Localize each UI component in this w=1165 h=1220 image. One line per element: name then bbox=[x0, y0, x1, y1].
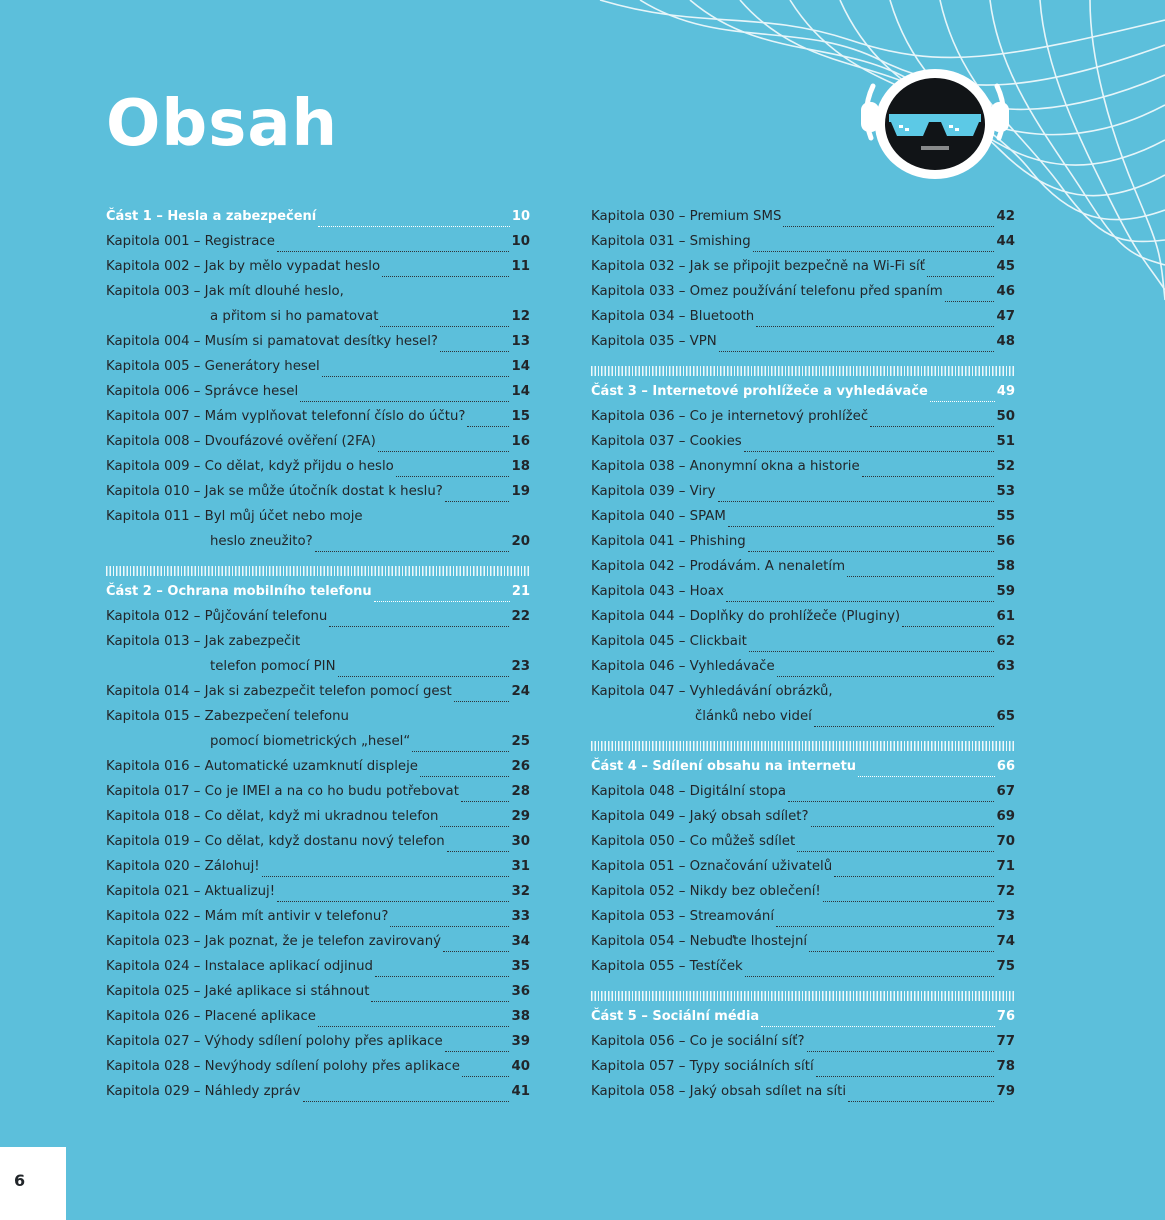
toc-entry-title: Kapitola 012 – Půjčování telefonu bbox=[106, 609, 328, 624]
toc-entry bbox=[591, 259, 1015, 284]
toc-entry-page: 36 bbox=[511, 984, 530, 999]
toc-entry-title: Kapitola 024 – Instalace aplikací odjinud bbox=[106, 959, 373, 974]
toc-entry-title: Kapitola 030 – Premium SMS bbox=[591, 209, 782, 224]
dot-leader bbox=[814, 725, 995, 727]
dot-leader bbox=[371, 1000, 509, 1002]
dot-leader bbox=[816, 1075, 995, 1077]
toc-entry-page: 49 bbox=[996, 384, 1015, 399]
dot-leader bbox=[300, 400, 509, 402]
part-heading bbox=[591, 759, 1015, 784]
toc-entry-page: 24 bbox=[511, 684, 530, 699]
toc-entry-page: 56 bbox=[996, 534, 1015, 549]
toc-entry bbox=[106, 834, 530, 859]
toc-entry bbox=[106, 284, 530, 309]
toc-entry-page: 35 bbox=[511, 959, 530, 974]
toc-entry bbox=[106, 459, 530, 484]
toc-entry bbox=[591, 534, 1015, 559]
dot-leader bbox=[412, 750, 509, 752]
toc-entry-page: 45 bbox=[996, 259, 1015, 274]
dot-leader bbox=[440, 350, 510, 352]
toc-entry-title: Kapitola 045 – Clickbait bbox=[591, 634, 747, 649]
toc-entry-title: Kapitola 044 – Doplňky do prohlížeče (Pluginy) bbox=[591, 609, 901, 624]
section-separator bbox=[591, 741, 1015, 751]
toc-entry bbox=[106, 234, 530, 259]
toc-entry-page: 13 bbox=[511, 334, 530, 349]
page-title: Obsah bbox=[106, 87, 339, 161]
toc-entry-page: 18 bbox=[511, 459, 530, 474]
dot-leader bbox=[329, 625, 509, 627]
toc-entry-title: Kapitola 025 – Jaké aplikace si stáhnout bbox=[106, 984, 370, 999]
toc-entry-page: 53 bbox=[996, 484, 1015, 499]
dot-leader bbox=[420, 775, 510, 777]
dot-leader bbox=[390, 925, 509, 927]
toc-entry-title: Kapitola 037 – Cookies bbox=[591, 434, 742, 449]
toc-entry-page: 40 bbox=[511, 1059, 530, 1074]
toc-entry-title: Kapitola 003 – Jak mít dlouhé heslo, bbox=[106, 284, 344, 299]
toc-entry-page: 74 bbox=[996, 934, 1015, 949]
toc-entry bbox=[106, 734, 530, 759]
toc-entry-title: Kapitola 011 – Byl můj účet nebo moje bbox=[106, 509, 363, 524]
dot-leader bbox=[797, 850, 994, 852]
dot-leader bbox=[927, 275, 995, 277]
toc-entry-page: 11 bbox=[511, 259, 530, 274]
dot-leader bbox=[461, 800, 510, 802]
toc-entry-page: 67 bbox=[996, 784, 1015, 799]
toc-entry bbox=[106, 909, 530, 934]
toc-entry-title: Kapitola 055 – Testíček bbox=[591, 959, 743, 974]
toc-entry bbox=[106, 659, 530, 684]
toc-entry-page: 65 bbox=[996, 709, 1015, 724]
toc-entry-title: Kapitola 036 – Co je internetový prohlížeč bbox=[591, 409, 869, 424]
toc-entry-page: 44 bbox=[996, 234, 1015, 249]
toc-entry-page: 23 bbox=[511, 659, 530, 674]
toc-entry-page: 19 bbox=[511, 484, 530, 499]
dot-leader bbox=[375, 975, 510, 977]
toc-entry bbox=[106, 359, 530, 384]
toc-entry-title: Kapitola 019 – Co dělat, když dostanu nový telefon bbox=[106, 834, 445, 849]
toc-entry-page: 51 bbox=[996, 434, 1015, 449]
toc-entry bbox=[591, 459, 1015, 484]
dot-leader bbox=[445, 500, 510, 502]
toc-entry-page: 32 bbox=[511, 884, 530, 899]
toc-entry-title: Část 5 – Sociální média bbox=[591, 1009, 760, 1024]
toc-entry-title: pomocí biometrických „hesel“ bbox=[210, 734, 411, 749]
dot-leader bbox=[834, 875, 994, 877]
toc-entry-title: Kapitola 005 – Generátory hesel bbox=[106, 359, 320, 374]
dot-leader bbox=[318, 225, 510, 227]
toc-entry-title: Kapitola 058 – Jaký obsah sdílet na síti bbox=[591, 1084, 847, 1099]
toc-entry bbox=[591, 834, 1015, 859]
toc-entry bbox=[106, 634, 530, 659]
toc-entry bbox=[591, 234, 1015, 259]
toc-entry-page: 28 bbox=[511, 784, 530, 799]
toc-entry-title: Kapitola 056 – Co je sociální síť? bbox=[591, 1034, 805, 1049]
dot-leader bbox=[777, 675, 995, 677]
toc-entry bbox=[591, 959, 1015, 984]
dot-leader bbox=[858, 775, 995, 777]
toc-entry bbox=[591, 809, 1015, 834]
dot-leader bbox=[945, 300, 995, 302]
toc-entry-title: Kapitola 010 – Jak se může útočník dostat k heslu? bbox=[106, 484, 443, 499]
dot-leader bbox=[726, 600, 995, 602]
toc-entry-page: 14 bbox=[511, 359, 530, 374]
toc-entry bbox=[591, 1084, 1015, 1109]
toc-entry-page: 58 bbox=[996, 559, 1015, 574]
toc-entry bbox=[106, 684, 530, 709]
toc-entry bbox=[591, 859, 1015, 884]
toc-entry-title: heslo zneužito? bbox=[210, 534, 313, 549]
toc-entry-page: 63 bbox=[996, 659, 1015, 674]
section-separator bbox=[591, 366, 1015, 376]
toc-entry bbox=[106, 334, 530, 359]
toc-entry bbox=[106, 259, 530, 284]
dot-leader bbox=[382, 275, 509, 277]
toc-entry-page: 39 bbox=[511, 1034, 530, 1049]
toc-entry-title: a přitom si ho pamatovat bbox=[210, 309, 379, 324]
toc-entry-page: 50 bbox=[996, 409, 1015, 424]
toc-entry bbox=[106, 709, 530, 734]
toc-entry-page: 73 bbox=[996, 909, 1015, 924]
dot-leader bbox=[447, 850, 510, 852]
dot-leader bbox=[745, 975, 995, 977]
toc-entry bbox=[591, 509, 1015, 534]
toc-entry bbox=[106, 609, 530, 634]
toc-entry bbox=[106, 309, 530, 334]
toc-entry-title: Kapitola 041 – Phishing bbox=[591, 534, 746, 549]
dot-leader bbox=[443, 950, 509, 952]
toc-entry-title: Kapitola 048 – Digitální stopa bbox=[591, 784, 787, 799]
dot-leader bbox=[338, 675, 510, 677]
toc-entry-page: 72 bbox=[996, 884, 1015, 899]
dot-leader bbox=[454, 700, 510, 702]
toc-entry bbox=[591, 609, 1015, 634]
dot-leader bbox=[807, 1050, 995, 1052]
dot-leader bbox=[753, 250, 995, 252]
toc-entry bbox=[106, 1009, 530, 1034]
toc-entry-page: 59 bbox=[996, 584, 1015, 599]
dot-leader bbox=[719, 350, 995, 352]
toc-entry-page: 52 bbox=[996, 459, 1015, 474]
toc-left-column bbox=[106, 209, 530, 1109]
toc-entry-page: 42 bbox=[996, 209, 1015, 224]
toc-entry-title: Kapitola 013 – Jak zabezpečit bbox=[106, 634, 301, 649]
section-separator bbox=[591, 991, 1015, 1001]
toc-entry-title: Kapitola 007 – Mám vyplňovat telefonní číslo do účtu? bbox=[106, 409, 466, 424]
dot-leader bbox=[823, 900, 995, 902]
toc-entry bbox=[106, 959, 530, 984]
toc-entry bbox=[591, 784, 1015, 809]
dot-leader bbox=[848, 1100, 994, 1102]
dot-leader bbox=[318, 1025, 510, 1027]
toc-entry-page: 75 bbox=[996, 959, 1015, 974]
toc-entry-page: 62 bbox=[996, 634, 1015, 649]
toc-entry-page: 22 bbox=[511, 609, 530, 624]
dot-leader bbox=[445, 1050, 510, 1052]
dot-leader bbox=[462, 1075, 510, 1077]
toc-entry bbox=[591, 659, 1015, 684]
toc-entry bbox=[591, 334, 1015, 359]
toc-entry-title: Část 2 – Ochrana mobilního telefonu bbox=[106, 584, 372, 599]
toc-entry-title: Kapitola 042 – Prodávám. A nenaletím bbox=[591, 559, 846, 574]
toc-entry-title: Kapitola 032 – Jak se připojit bezpečně na Wi-Fi síť bbox=[591, 259, 925, 274]
toc-entry-title: Kapitola 038 – Anonymní okna a historie bbox=[591, 459, 860, 474]
dot-leader bbox=[467, 425, 509, 427]
part-heading bbox=[106, 584, 530, 609]
toc-entry bbox=[106, 784, 530, 809]
page-number-box bbox=[0, 1147, 66, 1220]
toc-entry-title: Kapitola 016 – Automatické uzamknutí displeje bbox=[106, 759, 418, 774]
toc-entry-page: 15 bbox=[511, 409, 530, 424]
part-heading bbox=[591, 384, 1015, 409]
toc-entry bbox=[106, 434, 530, 459]
toc-entry bbox=[591, 1059, 1015, 1084]
toc-entry-page: 12 bbox=[511, 309, 530, 324]
toc-entry-page: 25 bbox=[511, 734, 530, 749]
toc-right-column bbox=[591, 209, 1015, 1109]
dot-leader bbox=[811, 825, 995, 827]
toc-entry bbox=[591, 584, 1015, 609]
toc-entry-page: 10 bbox=[511, 234, 530, 249]
toc-entry-title: Kapitola 051 – Označování uživatelů bbox=[591, 859, 833, 874]
part-heading bbox=[591, 1009, 1015, 1034]
page-number: 6 bbox=[14, 1171, 26, 1190]
toc-entry-page: 29 bbox=[511, 809, 530, 824]
toc-entry bbox=[106, 809, 530, 834]
toc-entry-title: Kapitola 057 – Typy sociálních sítí bbox=[591, 1059, 814, 1074]
toc-entry-page: 69 bbox=[996, 809, 1015, 824]
dot-leader bbox=[783, 225, 994, 227]
toc-entry-title: Kapitola 001 – Registrace bbox=[106, 234, 275, 249]
dot-leader bbox=[277, 900, 509, 902]
toc-entry bbox=[106, 1059, 530, 1084]
toc-entry bbox=[106, 759, 530, 784]
toc-entry-title: Kapitola 023 – Jak poznat, že je telefon zavirovaný bbox=[106, 934, 442, 949]
toc-entry-page: 76 bbox=[996, 1009, 1015, 1024]
dot-leader bbox=[718, 500, 995, 502]
toc-entry bbox=[106, 484, 530, 509]
toc-entry bbox=[591, 884, 1015, 909]
dot-leader bbox=[440, 825, 509, 827]
toc-entry-page: 46 bbox=[996, 284, 1015, 299]
dot-leader bbox=[374, 600, 510, 602]
toc-entry-page: 38 bbox=[511, 1009, 530, 1024]
toc-entry-page: 26 bbox=[511, 759, 530, 774]
dot-leader bbox=[378, 450, 510, 452]
toc-entry bbox=[591, 209, 1015, 234]
toc-entry-title: Kapitola 028 – Nevýhody sdílení polohy přes aplikace bbox=[106, 1059, 460, 1074]
dot-leader bbox=[380, 325, 509, 327]
toc-entry-title: Kapitola 039 – Viry bbox=[591, 484, 716, 499]
toc-entry-page: 20 bbox=[511, 534, 530, 549]
toc-entry bbox=[591, 309, 1015, 334]
toc-entry-title: Kapitola 050 – Co můžeš sdílet bbox=[591, 834, 796, 849]
toc-entry-title: Kapitola 053 – Streamování bbox=[591, 909, 775, 924]
toc-entry-title: Kapitola 026 – Placené aplikace bbox=[106, 1009, 316, 1024]
toc-entry-page: 16 bbox=[511, 434, 530, 449]
toc-entry bbox=[106, 1084, 530, 1109]
toc-entry-title: Kapitola 009 – Co dělat, když přijdu o heslo bbox=[106, 459, 394, 474]
dot-leader bbox=[776, 925, 994, 927]
toc-entry-page: 10 bbox=[511, 209, 530, 224]
dot-leader bbox=[728, 525, 995, 527]
toc-entry-title: Kapitola 002 – Jak by mělo vypadat heslo bbox=[106, 259, 381, 274]
dot-leader bbox=[870, 425, 994, 427]
toc-entry-page: 55 bbox=[996, 509, 1015, 524]
toc-entry bbox=[106, 409, 530, 434]
toc-entry-title: Kapitola 034 – Bluetooth bbox=[591, 309, 755, 324]
toc-entry bbox=[106, 984, 530, 1009]
robot-mascot-icon bbox=[855, 66, 1015, 182]
toc-entry-title: Kapitola 022 – Mám mít antivir v telefonu? bbox=[106, 909, 389, 924]
toc-entry-page: 31 bbox=[511, 859, 530, 874]
toc-entry bbox=[106, 859, 530, 884]
toc-entry-title: Kapitola 052 – Nikdy bez oblečení! bbox=[591, 884, 821, 899]
section-separator bbox=[106, 566, 530, 576]
toc-entry-page: 71 bbox=[996, 859, 1015, 874]
dot-leader bbox=[847, 575, 994, 577]
toc-entry bbox=[106, 384, 530, 409]
toc-entry bbox=[591, 484, 1015, 509]
toc-entry-title: Kapitola 035 – VPN bbox=[591, 334, 717, 349]
toc-entry-page: 47 bbox=[996, 309, 1015, 324]
toc-entry-title: Kapitola 027 – Výhody sdílení polohy přes aplikace bbox=[106, 1034, 443, 1049]
toc-entry-page: 14 bbox=[511, 384, 530, 399]
toc-entry-page: 33 bbox=[511, 909, 530, 924]
toc-entry-page: 70 bbox=[996, 834, 1015, 849]
dot-leader bbox=[396, 475, 510, 477]
toc-entry-title: Kapitola 047 – Vyhledávání obrázků, bbox=[591, 684, 833, 699]
dot-leader bbox=[930, 400, 995, 402]
dot-leader bbox=[756, 325, 994, 327]
dot-leader bbox=[902, 625, 994, 627]
toc-entry bbox=[591, 1034, 1015, 1059]
toc-entry bbox=[106, 534, 530, 559]
toc-entry-title: Kapitola 021 – Aktualizuj! bbox=[106, 884, 276, 899]
toc-entry-page: 61 bbox=[996, 609, 1015, 624]
toc-entry bbox=[591, 409, 1015, 434]
toc-entry-page: 77 bbox=[996, 1034, 1015, 1049]
toc-entry-title: Část 3 – Internetové prohlížeče a vyhledávače bbox=[591, 384, 928, 399]
toc-entry-page: 79 bbox=[996, 1084, 1015, 1099]
toc-entry-title: Kapitola 033 – Omez používání telefonu před spaním bbox=[591, 284, 943, 299]
toc-entry bbox=[591, 684, 1015, 709]
toc-entry-title: Kapitola 043 – Hoax bbox=[591, 584, 724, 599]
toc-entry-page: 66 bbox=[996, 759, 1015, 774]
toc-entry bbox=[106, 509, 530, 534]
dot-leader bbox=[744, 450, 995, 452]
toc-entry-title: telefon pomocí PIN bbox=[210, 659, 336, 674]
dot-leader bbox=[749, 650, 995, 652]
toc-entry-title: Kapitola 049 – Jaký obsah sdílet? bbox=[591, 809, 809, 824]
dot-leader bbox=[761, 1025, 995, 1027]
part-heading bbox=[106, 209, 530, 234]
toc-entry-title: Kapitola 006 – Správce hesel bbox=[106, 384, 299, 399]
toc-entry-title: Část 4 – Sdílení obsahu na internetu bbox=[591, 759, 857, 774]
toc-entry bbox=[591, 559, 1015, 584]
toc-entry-title: Kapitola 008 – Dvoufázové ověření (2FA) bbox=[106, 434, 376, 449]
toc-entry-page: 21 bbox=[511, 584, 530, 599]
toc-entry-title: Kapitola 054 – Nebuďte lhostejní bbox=[591, 934, 808, 949]
toc-entry bbox=[591, 709, 1015, 734]
toc-entry-title: Kapitola 031 – Smishing bbox=[591, 234, 751, 249]
toc-entry-title: článků nebo videí bbox=[695, 709, 812, 724]
toc-entry-title: Kapitola 040 – SPAM bbox=[591, 509, 726, 524]
toc-entry bbox=[106, 1034, 530, 1059]
toc-entry-page: 78 bbox=[996, 1059, 1015, 1074]
toc-entry-title: Kapitola 020 – Zálohuj! bbox=[106, 859, 260, 874]
toc-entry-title: Kapitola 014 – Jak si zabezpečit telefon pomocí gest bbox=[106, 684, 452, 699]
toc-entry bbox=[591, 909, 1015, 934]
toc-entry-title: Část 1 – Hesla a zabezpečení bbox=[106, 209, 317, 224]
toc-entry-page: 48 bbox=[996, 334, 1015, 349]
dot-leader bbox=[748, 550, 995, 552]
dot-leader bbox=[303, 1100, 510, 1102]
toc-entry-title: Kapitola 017 – Co je IMEI a na co ho budu potřebovat bbox=[106, 784, 459, 799]
dot-leader bbox=[809, 950, 994, 952]
toc-entry bbox=[591, 934, 1015, 959]
toc-entry bbox=[591, 284, 1015, 309]
toc-entry-title: Kapitola 029 – Náhledy zpráv bbox=[106, 1084, 301, 1099]
toc-entry-title: Kapitola 004 – Musím si pamatovat desítky hesel? bbox=[106, 334, 438, 349]
toc-entry bbox=[591, 434, 1015, 459]
dot-leader bbox=[277, 250, 510, 252]
dot-leader bbox=[315, 550, 510, 552]
dot-leader bbox=[262, 875, 510, 877]
dot-leader bbox=[862, 475, 995, 477]
toc-entry bbox=[591, 634, 1015, 659]
toc-entry bbox=[106, 884, 530, 909]
toc-entry-page: 41 bbox=[511, 1084, 530, 1099]
toc-entry-title: Kapitola 046 – Vyhledávače bbox=[591, 659, 775, 674]
dot-leader bbox=[322, 375, 510, 377]
toc-entry-page: 34 bbox=[511, 934, 530, 949]
toc-entry-title: Kapitola 018 – Co dělat, když mi ukradnou telefon bbox=[106, 809, 439, 824]
toc-entry bbox=[106, 934, 530, 959]
toc-entry-page: 30 bbox=[511, 834, 530, 849]
dot-leader bbox=[788, 800, 994, 802]
toc-entry-title: Kapitola 015 – Zabezpečení telefonu bbox=[106, 709, 349, 724]
